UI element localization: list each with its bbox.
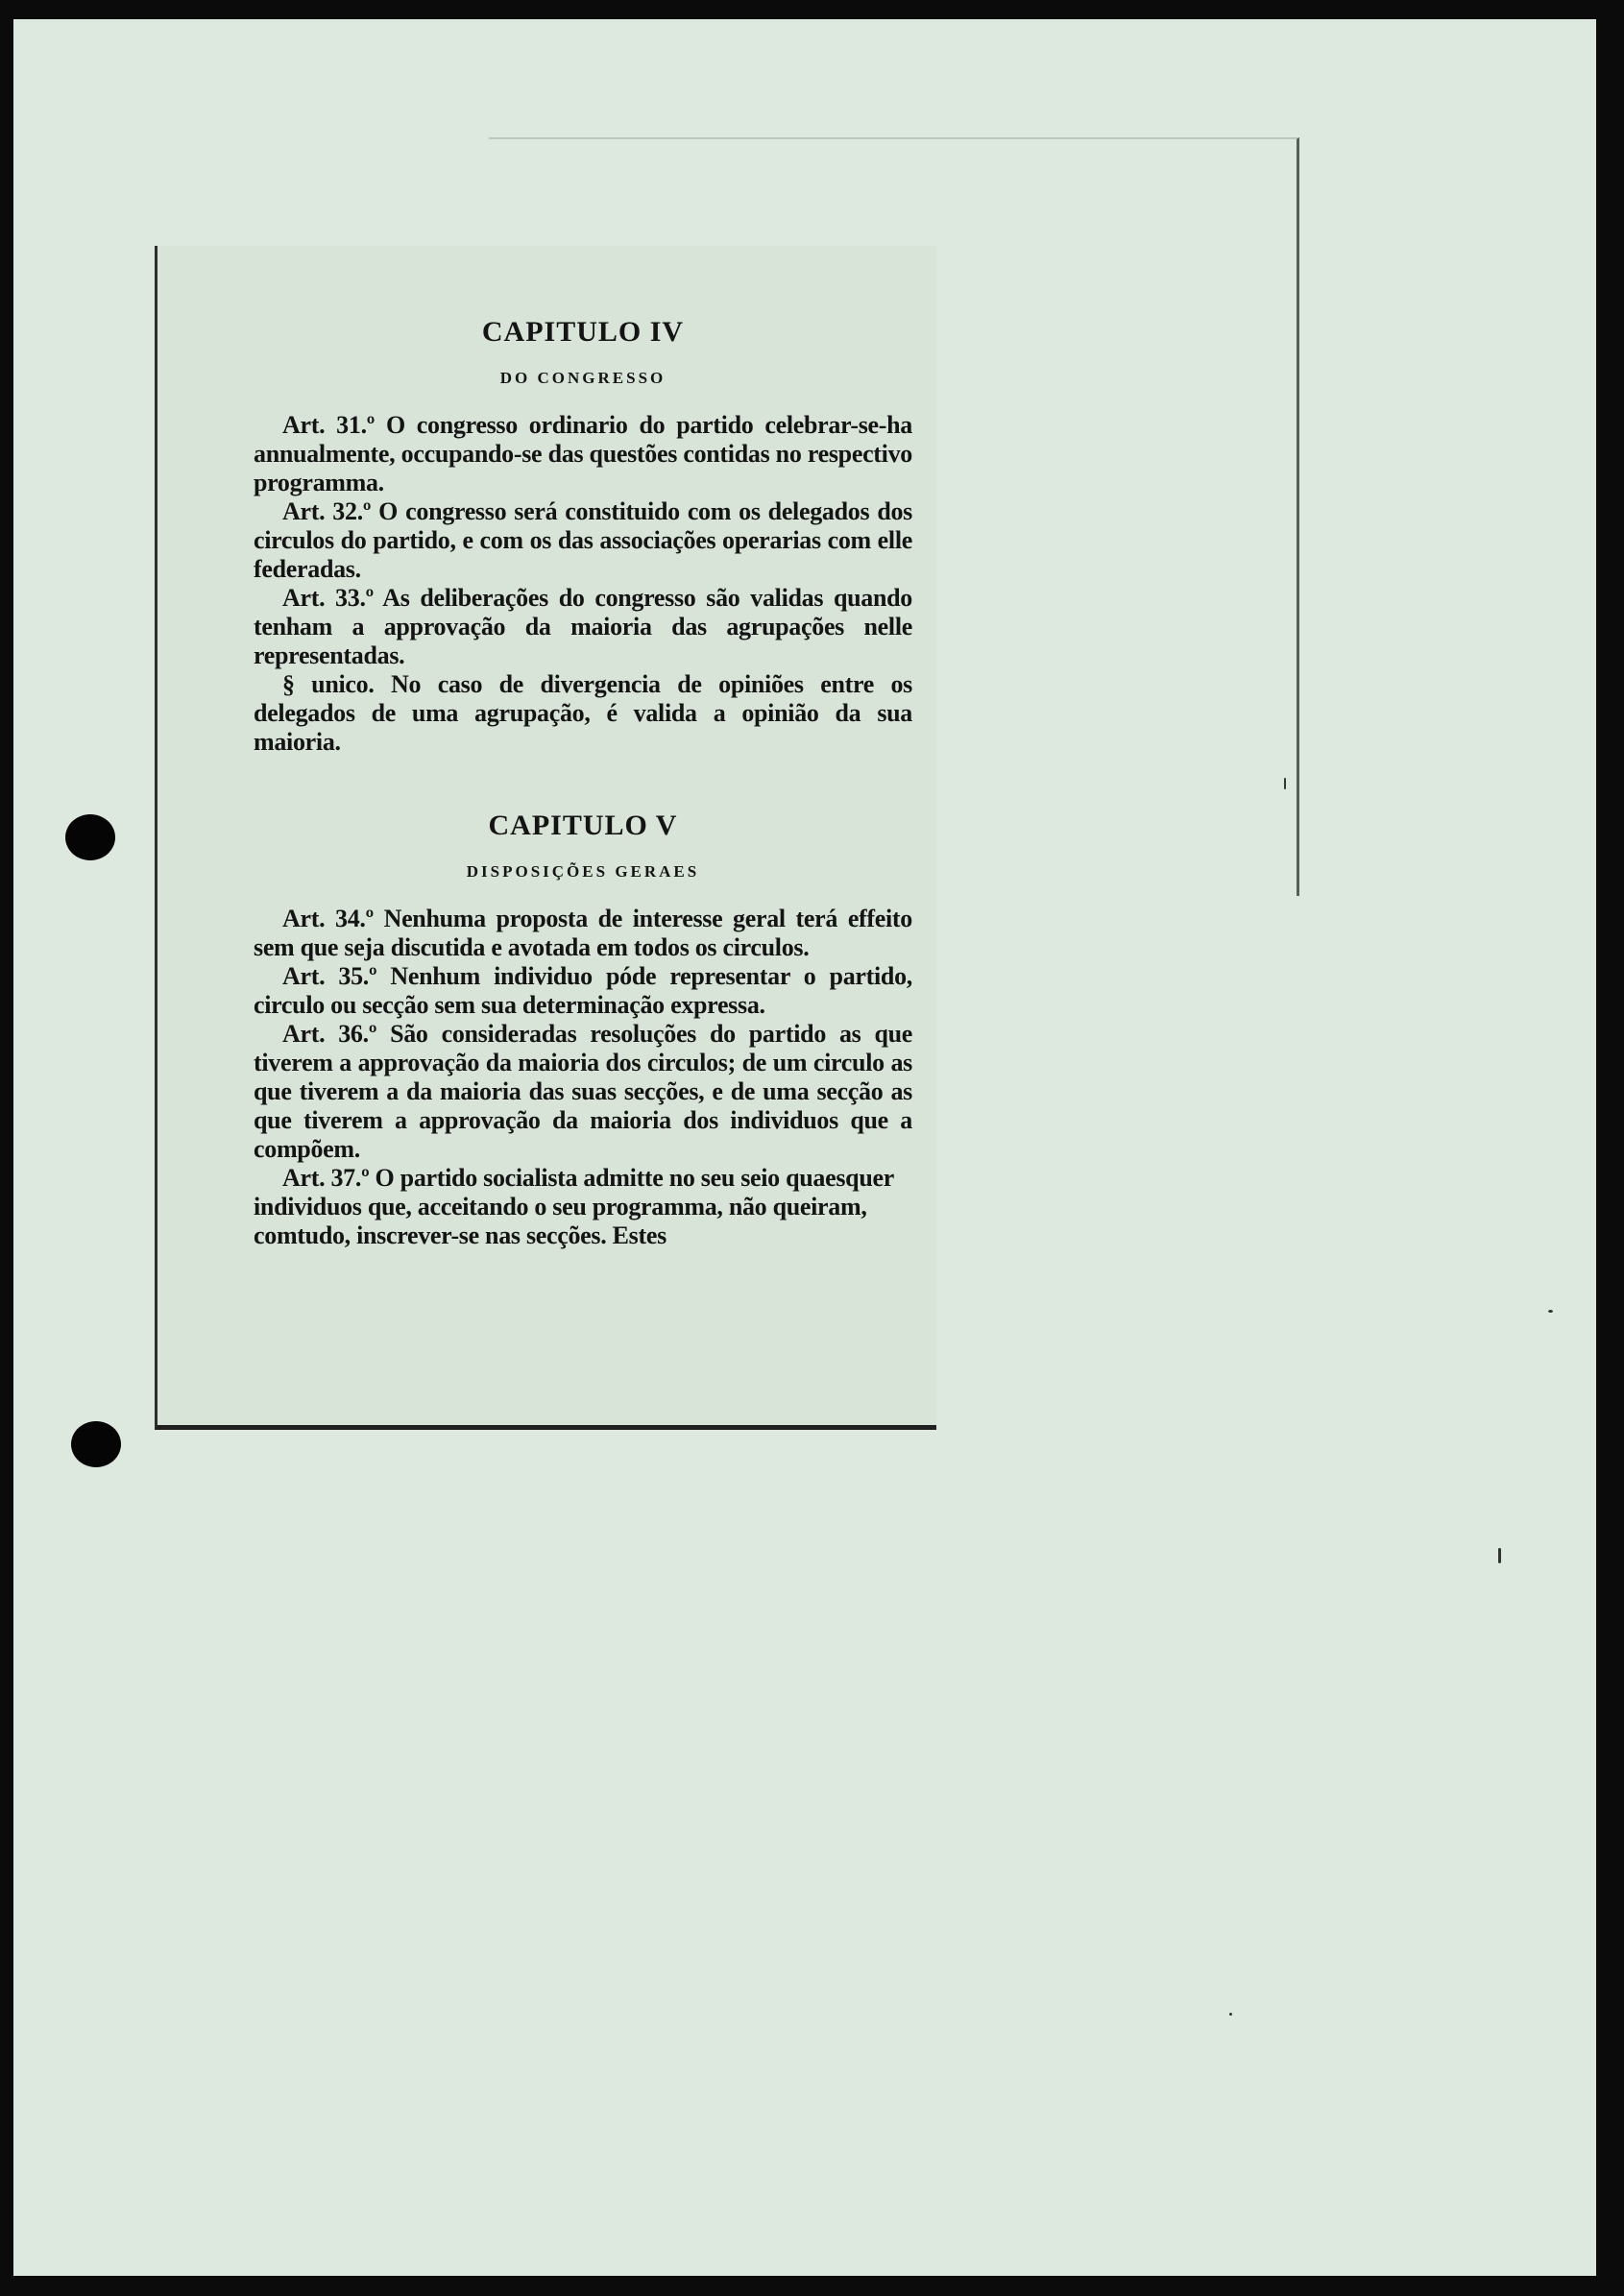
article-34: Art. 34.º Nenhuma proposta de interesse geral terá effeito sem que seja discutida e avotada em todos os circulos.	[254, 905, 912, 961]
article-37: Art. 37.º O partido socialista admitte no seu seio quaesquer individuos que, acceitando o seu programma, não queiram, comtudo, inscrever-se nas secções. Estes	[254, 1164, 894, 1249]
scan-speck	[1498, 1548, 1501, 1563]
punch-hole-top	[65, 814, 115, 860]
article-33-unico: § unico. No caso de divergencia de opiniões entre os delegados de uma agrupação, é valida a opinião da sua maioria.	[254, 670, 912, 756]
chapter-v-title: CAPITULO V	[488, 810, 678, 841]
scan-speck	[1229, 2013, 1232, 2016]
article-36: Art. 36.º São consideradas resoluções do partido as que tiverem a approvação da maioria dos circulos; de um circulo as que tiverem a da maioria das suas secções, e de uma secção as que tiverem a approvação da maioria dos individuos que a compõem.	[254, 1020, 912, 1163]
pasted-clipping	[155, 246, 936, 1430]
punch-hole-bottom	[71, 1421, 121, 1467]
chapter-iv-title: CAPITULO IV	[481, 316, 685, 348]
scan-speck	[1284, 778, 1286, 789]
clipping-text	[254, 313, 912, 1250]
chapter-iv-subtitle: DO CONGRESSO	[499, 369, 667, 387]
chapter-v-subtitle: DISPOSIÇÕES GERAES	[466, 862, 700, 881]
scan-speck	[1548, 1310, 1553, 1313]
article-31: Art. 31.º O congresso ordinario do partido celebrar-se-ha annualmente, occupando-se das questões contidas no respectivo programma.	[254, 411, 912, 496]
article-33: Art. 33.º As deliberações do congresso são validas quando tenham a approvação da maioria das agrupações nelle representadas.	[254, 584, 912, 669]
article-32: Art. 32.º O congresso será constituido com os delegados dos circulos do partido, e com os das associações operarias com elle federadas.	[254, 497, 912, 583]
scanned-page	[13, 19, 1596, 2276]
article-35: Art. 35.º Nenhum individuo póde representar o partido, circulo ou secção sem sua determinação expressa.	[254, 962, 912, 1019]
